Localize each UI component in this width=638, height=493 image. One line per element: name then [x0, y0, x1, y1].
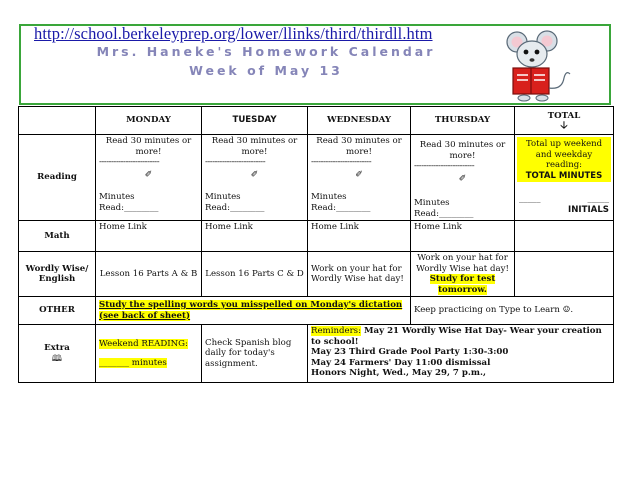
other-row	[19, 297, 614, 325]
read-instruction: Read 30 minutes or more!	[419, 140, 506, 161]
wordly-row	[19, 252, 614, 297]
reading-thursday	[411, 135, 515, 221]
reading-tuesday	[202, 135, 308, 221]
pencil-icon: ✐	[458, 173, 467, 184]
extra-reminders	[308, 325, 614, 383]
other-spelling	[96, 297, 411, 325]
reading-mouse-icon	[500, 30, 572, 102]
math-thursday: Home Link	[411, 221, 515, 252]
row-label-extra	[19, 325, 96, 383]
row-label-wordly-wise: Wordly Wise/ English	[19, 252, 96, 297]
reading-total	[515, 135, 614, 221]
read-instruction: Read 30 minutes or more!	[211, 136, 298, 157]
other-typing: Keep practicing on Type to Learn ☺.	[411, 297, 614, 325]
column-wednesday: WEDNESDAY	[308, 107, 411, 135]
extra-monday	[96, 325, 202, 383]
total-instruction: Total up weekend and weekday reading:	[525, 139, 603, 170]
read-blank[interactable]: Read:________	[311, 202, 371, 213]
thursday-minutes-read[interactable]: Minutes Read:________	[414, 198, 474, 219]
read-instruction: Read 30 minutes or more!	[316, 136, 402, 157]
weekend-reading: Weekend READING:	[99, 339, 188, 349]
read-blank[interactable]: Read:________	[205, 202, 265, 213]
reminder-1	[311, 326, 610, 347]
divider-dashes: -------------------------	[414, 161, 475, 171]
study-test-note: Study for test tomorrow.	[429, 274, 496, 295]
minutes-label: Minutes	[99, 192, 135, 202]
calendar-title: Mrs. Haneke's Homework Calendar	[96, 44, 436, 59]
math-row	[19, 221, 614, 252]
total-label: TOTAL	[547, 110, 581, 121]
math-wednesday: Home Link	[308, 221, 411, 252]
reminder-1-text: May 21 Wordly Wise Hat Day- Wear your creation to school!	[311, 326, 602, 347]
hat-reminder: Work on your hat for Wordly Wise hat day!	[416, 253, 509, 274]
math-monday: Home Link	[96, 221, 202, 252]
reading-wednesday	[308, 135, 411, 221]
row-label-other: OTHER	[19, 297, 96, 325]
week-title: Week of May 13	[189, 63, 343, 78]
book-icon: 🕮	[51, 353, 63, 364]
initials-blank[interactable]: _____	[587, 194, 609, 204]
corner-cell	[19, 107, 96, 135]
column-total	[515, 107, 614, 135]
minutes-label: Minutes	[311, 192, 347, 202]
minutes-label: Minutes	[205, 192, 241, 202]
homework-table	[18, 106, 614, 383]
wordly-thursday	[411, 252, 515, 297]
total-minutes-blank[interactable]: _____	[519, 194, 541, 204]
weekend-minutes-blank[interactable]: _______ minutes	[99, 357, 167, 368]
read-instruction: Read 30 minutes or more!	[105, 136, 192, 157]
down-arrow-icon: 🡣	[560, 120, 568, 132]
math-total	[515, 221, 614, 252]
header-row	[19, 107, 614, 135]
reading-row	[19, 135, 614, 221]
column-tuesday: TUESDAY	[202, 107, 308, 135]
column-monday: MONDAY	[96, 107, 202, 135]
initials-label: INITIALS	[568, 204, 609, 215]
wordly-tuesday: Lesson 16 Parts C & D	[202, 252, 308, 297]
reading-monday	[96, 135, 202, 221]
row-label-reading: Reading	[19, 135, 96, 221]
reminder-3: May 24 Farmers' Day 11:00 dismissal	[311, 357, 491, 368]
school-url-link[interactable]: http://school.berkeleyprep.org/lower/llinks/third/thirdll.htm	[34, 24, 433, 43]
reminder-2: May 23 Third Grade Pool Party 1:30-3:00	[311, 347, 509, 357]
extra-label: Extra	[44, 343, 70, 353]
column-thursday: THURSDAY	[411, 107, 515, 135]
total-minutes-label: TOTAL MINUTES	[525, 170, 603, 181]
total-reading-box	[517, 137, 611, 182]
reminder-4: Honors Night, Wed., May 29, 7 p.m.,	[311, 368, 486, 378]
wordly-total	[515, 252, 614, 297]
spelling-note: Study the spelling words you misspelled on Monday's dictation (see back of sheet)	[99, 300, 403, 321]
divider-dashes: -------------------------	[311, 157, 372, 167]
extra-row	[19, 325, 614, 383]
math-tuesday: Home Link	[202, 221, 308, 252]
pencil-icon: ✐	[250, 169, 259, 180]
wordly-monday: Lesson 16 Parts A & B	[96, 252, 202, 297]
wordly-wednesday: Work on your hat for Wordly Wise hat day!	[308, 252, 411, 297]
pencil-icon: ✐	[144, 169, 153, 180]
pencil-icon: ✐	[355, 169, 363, 180]
total-blanks	[517, 194, 611, 205]
row-label-math: Math	[19, 221, 96, 252]
extra-spanish: Check Spanish blog daily for today's assignment.	[202, 325, 308, 383]
read-blank[interactable]: Read:________	[99, 202, 159, 213]
reminders-label: Reminders:	[311, 326, 361, 336]
divider-dashes: -------------------------	[205, 157, 266, 167]
divider-dashes: -------------------------	[99, 157, 160, 167]
